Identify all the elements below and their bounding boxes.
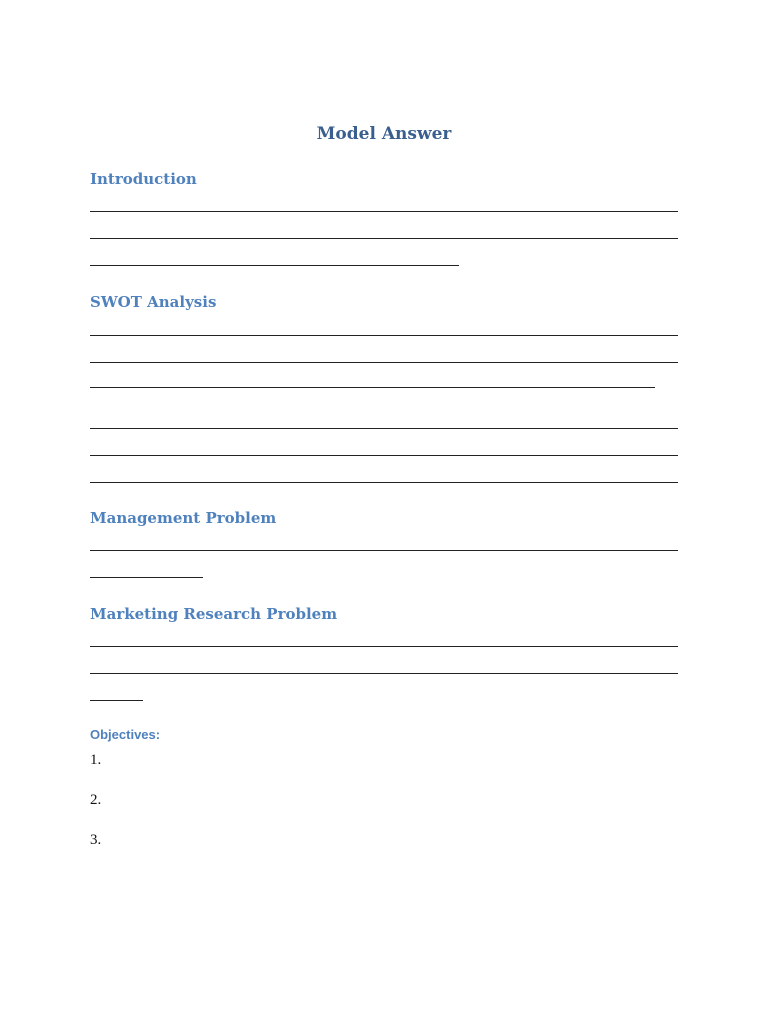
answer-line: [90, 646, 678, 647]
answer-line-partial: [90, 265, 459, 266]
answer-line: [90, 238, 678, 239]
objective-number: 1.: [90, 752, 102, 768]
objective-number: 3.: [90, 832, 102, 848]
answer-line: [90, 455, 678, 456]
answer-line: [90, 428, 678, 429]
answer-line: [90, 482, 678, 483]
section-heading-swot: SWOT Analysis: [90, 293, 217, 311]
answer-line: [90, 673, 678, 674]
answer-line-partial: [90, 387, 655, 388]
section-heading-introduction: Introduction: [90, 170, 197, 188]
section-heading-marketing: Marketing Research Problem: [90, 605, 338, 623]
objective-number: 2.: [90, 792, 102, 808]
section-heading-management: Management Problem: [90, 509, 277, 527]
answer-line-partial: [90, 700, 143, 701]
answer-line: [90, 335, 678, 336]
answer-line: [90, 211, 678, 212]
objectives-heading: Objectives:: [90, 727, 161, 742]
answer-line: [90, 362, 678, 363]
answer-line-partial: [90, 577, 203, 578]
document-title: Model Answer: [316, 124, 452, 144]
answer-line: [90, 550, 678, 551]
